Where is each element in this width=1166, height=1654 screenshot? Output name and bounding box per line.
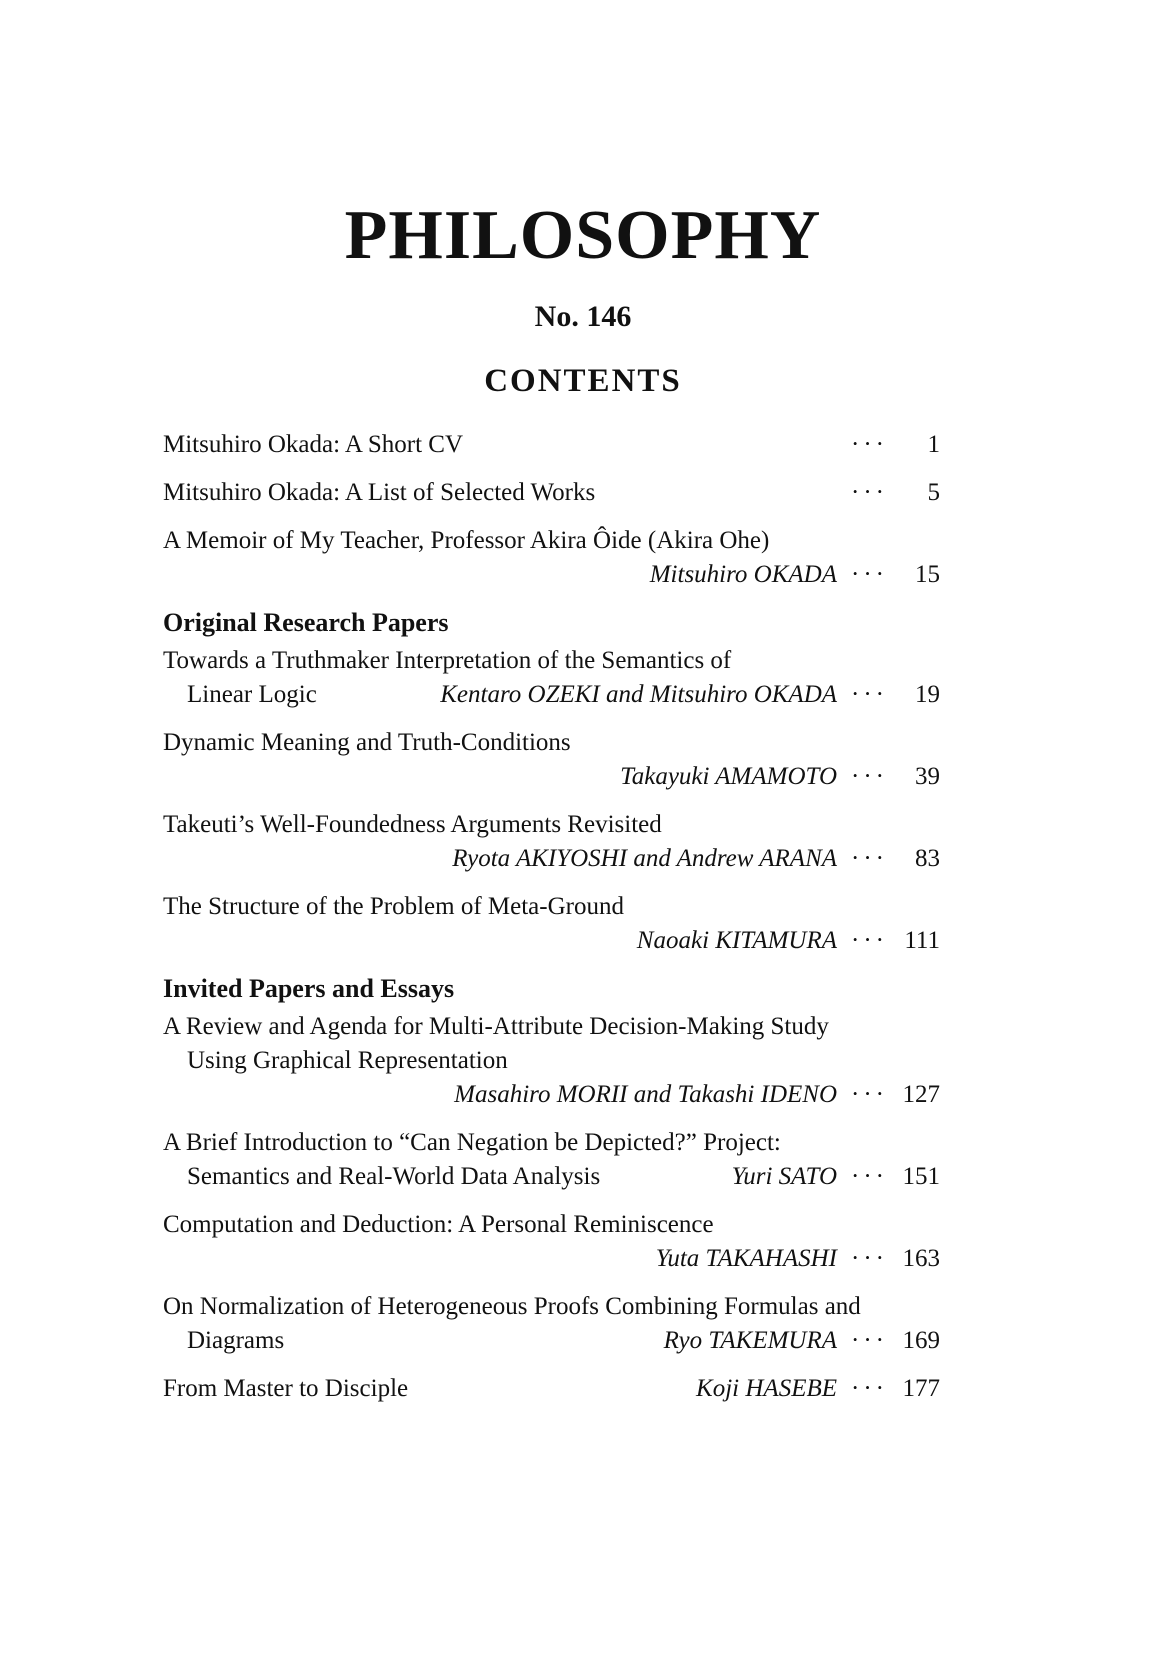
entry-author: Yuri SATO: [731, 1163, 838, 1190]
toc-line: [163, 760, 940, 794]
page-number: 83: [915, 845, 940, 872]
entry-right-group: [604, 760, 940, 794]
leader-dots: ···: [851, 681, 888, 708]
toc-entry: [163, 524, 940, 592]
entry-right-group: [436, 842, 940, 876]
entry-author: Mitsuhiro OKADA: [649, 561, 838, 588]
entry-right-group: [438, 1078, 940, 1112]
toc-entry: [163, 1208, 940, 1276]
entry-title-text: From Master to Disciple: [163, 1375, 409, 1402]
contents-heading: CONTENTS: [484, 363, 682, 399]
toc-entry: [163, 1290, 940, 1358]
section-heading: Invited Papers and Essays: [163, 974, 455, 1003]
page-number: 1: [927, 431, 940, 458]
toc-entry: [163, 1126, 940, 1194]
toc-line: [163, 678, 940, 712]
entry-right-group: [634, 558, 940, 592]
page-number: 15: [915, 561, 940, 588]
leader-dots: ···: [851, 1245, 888, 1272]
leader-dots: ···: [851, 927, 888, 954]
entry-right-group: [648, 1324, 940, 1358]
toc-entry: [163, 890, 940, 958]
toc-entry: [163, 1010, 940, 1112]
leader-dots: ···: [851, 1327, 888, 1354]
toc-line: [163, 428, 940, 462]
page-number: 39: [915, 763, 940, 790]
table-of-contents: [163, 428, 940, 1406]
toc-line: [163, 476, 940, 510]
page-number: 5: [927, 479, 940, 506]
entry-author: Takayuki AMAMOTO: [620, 763, 838, 790]
entry-title-text: Using Graphical Representation: [187, 1047, 508, 1074]
toc-entry: [163, 428, 940, 462]
toc-line: [163, 1324, 940, 1358]
entry-title-text: A Memoir of My Teacher, Professor Akira Ôide (Akira Ohe): [163, 527, 770, 554]
issue-number: No. 146: [534, 300, 632, 333]
entry-title-text: Linear Logic: [187, 681, 317, 708]
entry-title-text: Diagrams: [187, 1327, 285, 1354]
toc-line: [163, 890, 940, 924]
toc-line: [163, 1044, 940, 1078]
toc-line: [163, 558, 940, 592]
page-number: 19: [915, 681, 940, 708]
page-number: 169: [902, 1327, 940, 1354]
entry-author: Koji HASEBE: [696, 1375, 838, 1402]
journal-title: PHILOSOPHY: [344, 197, 822, 274]
entry-right-group: [837, 476, 940, 510]
toc-line: [163, 1078, 940, 1112]
entry-title-text: A Brief Introduction to “Can Negation be Depicted?” Project:: [163, 1129, 781, 1156]
toc-line: [163, 1290, 940, 1324]
entry-author: Naoaki KITAMURA: [636, 927, 838, 954]
toc-line: [163, 808, 940, 842]
entry-title-text: On Normalization of Heterogeneous Proofs Combining Formulas and: [163, 1293, 861, 1320]
entry-title-text: Mitsuhiro Okada: A Short CV: [163, 431, 464, 458]
toc-line: [163, 726, 940, 760]
entry-right-group: [680, 1372, 940, 1406]
entry-author: Ryo TAKEMURA: [663, 1327, 838, 1354]
entry-right-group: [640, 1242, 940, 1276]
toc-entry: [163, 1372, 940, 1406]
leader-dots: ···: [851, 561, 888, 588]
entry-author: Ryota AKIYOSHI and Andrew ARANA: [452, 845, 838, 872]
page-number: 151: [902, 1163, 940, 1190]
entry-right-group: [621, 924, 940, 958]
page-number: 127: [902, 1081, 940, 1108]
toc-line: [163, 1242, 940, 1276]
entry-right-group: [837, 428, 940, 462]
page-number: 177: [902, 1375, 940, 1402]
toc-line: [163, 1160, 940, 1194]
toc-line: [163, 1010, 940, 1044]
leader-dots: ···: [851, 1081, 888, 1108]
entry-title-text: A Review and Agenda for Multi-Attribute Decision-Making Study: [163, 1013, 829, 1040]
page-header: [0, 0, 1166, 400]
entry-right-group: [716, 1160, 940, 1194]
toc-line: [163, 644, 940, 678]
toc-line: [163, 1208, 940, 1242]
toc-entry: [163, 644, 940, 712]
leader-dots: ···: [851, 431, 888, 458]
entry-title-text: Mitsuhiro Okada: A List of Selected Works: [163, 479, 596, 506]
entry-title-text: The Structure of the Problem of Meta-Ground: [163, 893, 624, 920]
entry-title-text: Dynamic Meaning and Truth-Conditions: [163, 729, 571, 756]
page-number: 111: [904, 927, 940, 954]
entry-title-text: Semantics and Real-World Data Analysis: [187, 1163, 601, 1190]
leader-dots: ···: [851, 845, 888, 872]
entry-right-group: [424, 678, 940, 712]
toc-line: [163, 524, 940, 558]
toc-line: [163, 1372, 940, 1406]
leader-dots: ···: [851, 1375, 888, 1402]
toc-entry: [163, 476, 940, 510]
toc-entry: [163, 726, 940, 794]
page-number: 163: [902, 1245, 940, 1272]
leader-dots: ···: [851, 1163, 888, 1190]
toc-line: [163, 924, 940, 958]
entry-author: Yuta TAKAHASHI: [655, 1245, 838, 1272]
section-heading: Original Research Papers: [163, 608, 449, 637]
toc-entry: [163, 808, 940, 876]
toc-line: [163, 842, 940, 876]
entry-title-text: Towards a Truthmaker Interpretation of the Semantics of: [163, 647, 732, 674]
toc-line: [163, 1126, 940, 1160]
leader-dots: ···: [851, 763, 888, 790]
entry-title-text: Takeuti’s Well-Foundedness Arguments Revisited: [163, 811, 662, 838]
entry-author: Masahiro MORII and Takashi IDENO: [454, 1081, 838, 1108]
entry-author: Kentaro OZEKI and Mitsuhiro OKADA: [440, 681, 838, 708]
leader-dots: ···: [851, 479, 888, 506]
entry-title-text: Computation and Deduction: A Personal Reminiscence: [163, 1211, 714, 1238]
